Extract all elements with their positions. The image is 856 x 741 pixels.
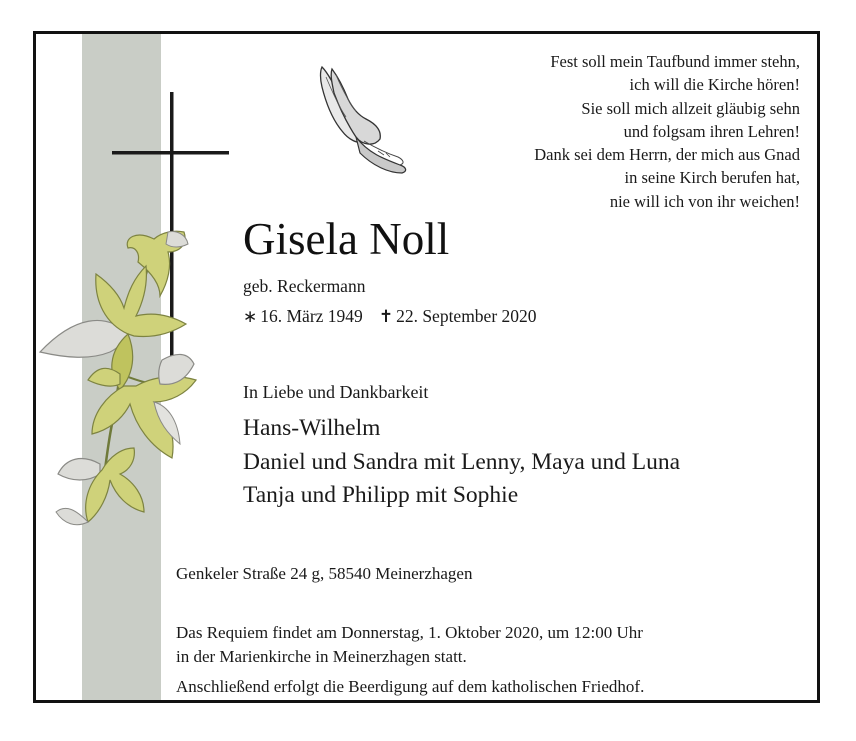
mourners-list (243, 412, 680, 513)
poem-line: Fest soll mein Taufbund immer stehn, (550, 52, 800, 71)
service-info (176, 621, 644, 699)
poem (534, 50, 800, 213)
deceased-name: Gisela Noll (243, 214, 450, 264)
mourners-intro: In Liebe und Dankbarkeit (243, 382, 429, 402)
requiem-line: in der Marienkirche in Meinerzhagen statt. (176, 646, 467, 666)
poem-line: nie will ich von ihr weichen! (609, 191, 800, 211)
maiden-name: geb. Reckermann (243, 276, 366, 296)
death-date: 22. September 2020 (396, 306, 537, 326)
obituary-card (33, 31, 820, 703)
mourner-line: Hans-Wilhelm (243, 415, 381, 441)
praying-hands-icon (321, 67, 406, 173)
burial-line: Anschließend erfolgt die Beerdigung auf dem katholischen Friedhof. (176, 677, 645, 696)
mourner-line: Tanja und Philipp mit Sophie (243, 482, 519, 508)
poem-line: in seine Kirch berufen hat, (624, 168, 800, 188)
poem-line: Dank sei dem Herrn, der mich aus Gnad (534, 145, 800, 165)
address: Genkeler Straße 24 g, 58540 Meinerzhagen (176, 564, 473, 583)
mourner-line: Daniel und Sandra mit Lenny, Maya und Luna (243, 448, 681, 475)
poem-line: und folgsam ihren Lehren! (623, 121, 800, 141)
birth-symbol: ∗ (243, 307, 258, 326)
poem-line: Sie soll mich allzeit gläubig sehn (581, 98, 800, 118)
requiem-line: Das Requiem findet am Donnerstag, 1. Oktober 2020, um 12:00 Uhr (176, 623, 643, 642)
death-symbol: ✝ (378, 307, 394, 326)
poem-line: ich will die Kirche hören! (629, 75, 800, 95)
life-dates (243, 306, 537, 327)
birth-date: 16. März 1949 (260, 306, 363, 326)
